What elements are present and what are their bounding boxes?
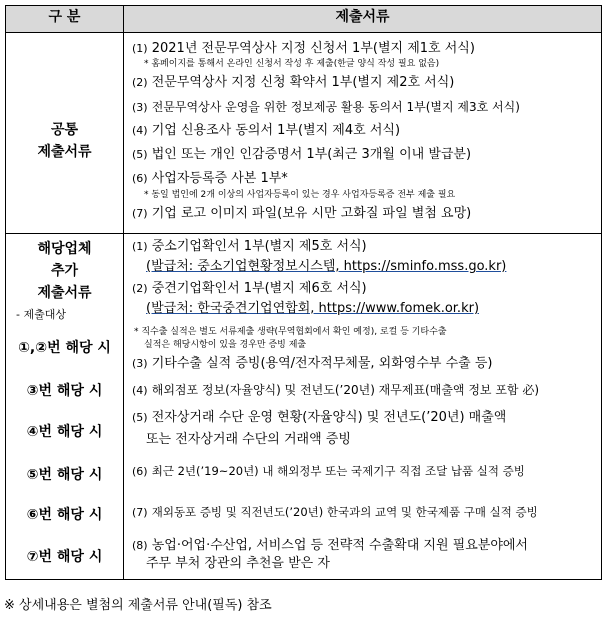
additional-item-8-cont: 주무 부처 장관의 추천을 받은 자 [146,556,330,571]
additional-item-1: (1) 중소기업확인서 1부(별지 제5호 서식) [132,239,367,254]
case-1-2: ①,②번 해당 시 [18,340,111,356]
common-items-cell [124,33,602,234]
common-item-6: (6) 사업자등록증 사본 1부* [132,171,288,186]
case-3: ③번 해당 시 [26,383,103,399]
additional-items-cell [124,234,602,580]
table-header-row [6,6,602,33]
additional-item-6: (6) 최근 2년(’19~20년) 내 해외정부 또는 국제기구 직접 조달 납품 실적 증빙 [132,464,525,478]
common-item-7: (7) 기업 로고 이미지 파일(보유 시만 고화질 파일 별첨 요망) [132,206,472,221]
common-row [6,33,602,234]
case-7: ⑦번 해당 시 [26,549,103,565]
common-item-2: (2) 전문무역상사 지정 신청 확약서 1부(별지 제2호 서식) [132,75,455,90]
additional-note-line-1: * 직수출 실적은 별도 서류제출 생략(무역협회에서 확인 예정), 로컬 등 기타수출 [134,327,447,337]
required-documents-table [5,5,602,580]
common-item-1-note: * 홈페이지를 통해서 온라인 신청서 작성 후 제출(한글 양식 작성 필요 없음) [144,59,440,69]
additional-item-1-source[interactable]: (발급처: 중소기업현황정보시스템, https://sminfo.mss.go.kr) [146,259,507,274]
common-item-4: (4) 기업 신용조사 동의서 1부(별지 제4호 서식) [132,123,401,138]
common-item-3: (3) 전문무역상사 운영을 위한 정보제공 활용 동의서 1부(별지 제3호 서식) [132,100,520,114]
common-item-5: (5) 법인 또는 개인 인감증명서 1부(최근 3개월 이내 발급분) [132,147,472,162]
additional-item-3: (3) 기타수출 실적 증빙(용역/전자적무체물, 외화영수부 수출 등) [132,356,493,371]
additional-category-line-3: 제출서류 [37,285,92,301]
additional-item-4: (4) 해외점포 정보(자율양식) 및 전년도(’20년) 재무제표(매출액 정보 포함 必) [132,383,540,397]
header-documents: 제출서류 [124,6,602,33]
footer-note: ※ 상세내용은 별첨의 제출서류 안내(필독) 참조 [4,598,272,613]
additional-item-2-source[interactable]: (발급처: 한국중견기업연합회, https://www.fomek.or.kr) [146,301,480,316]
common-item-1: (1) 2021년 전문무역상사 지정 신청서 1부(별지 제1호 서식) [132,41,475,56]
header-category: 구 분 [6,6,124,33]
additional-item-5-cont: 또는 전자상거래 수단의 거래액 증빙 [146,432,351,447]
additional-category-line-1: 해당업체 [37,241,92,257]
target-label: - 제출대상 [16,308,66,321]
additional-item-8: (8) 농업·어업·수산업, 서비스업 등 전략적 수출확대 지원 필요분야에서 [132,538,528,553]
case-6: ⑥번 해당 시 [26,507,103,523]
additional-item-5: (5) 전자상거래 수단 운영 현황(자율양식) 및 전년도(’20년) 매출액 [132,410,507,425]
additional-category-line-2: 추가 [50,263,79,279]
common-category-line-2: 제출서류 [37,144,92,160]
additional-row [6,234,602,580]
additional-item-2: (2) 중견기업확인서 1부(별지 제6호 서식) [132,281,367,296]
additional-item-7: (7) 재외동포 증빙 및 직전년도(’20년) 한국과의 교역 및 한국제품 구매 실적 증빙 [132,505,538,519]
additional-note-line-2: 실적은 해당시항이 있을 경우만 증빙 제출 [144,340,307,350]
additional-category-cell [6,234,124,580]
common-category-line-1: 공통 [50,122,79,138]
common-item-6-note: * 동일 법인에 2개 이상의 사업자등록이 있는 경우 사업자등록증 전부 제출 필요 [144,190,456,200]
common-category-cell [6,33,124,234]
case-5: ⑤번 해당 시 [26,467,103,483]
case-4: ④번 해당 시 [26,424,103,440]
